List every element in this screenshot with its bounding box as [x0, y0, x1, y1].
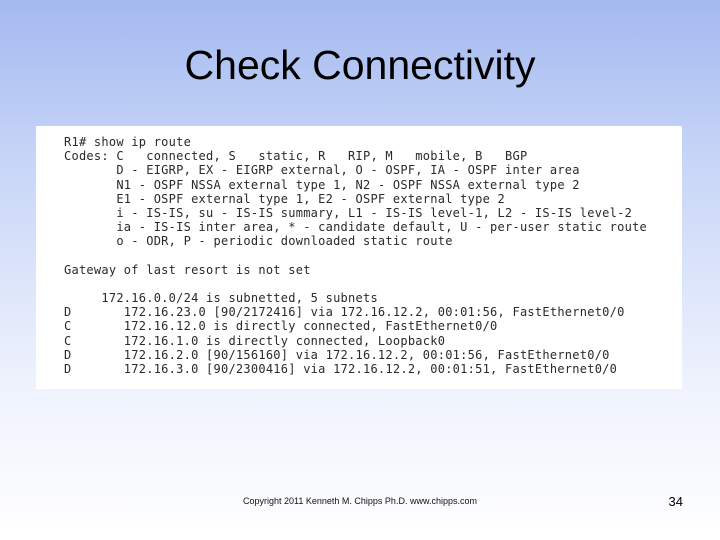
terminal-line: o - ODR, P - periodic downloaded static route — [64, 234, 453, 249]
terminal-line: C 172.16.1.0 is directly connected, Loopback0 — [64, 333, 446, 348]
terminal-line: E1 - OSPF external type 1, E2 - OSPF external type 2 — [64, 191, 506, 206]
terminal-line: Codes: C connected, S static, R RIP, M mobile, B BGP — [64, 149, 528, 164]
terminal-line: D - EIGRP, EX - EIGRP external, O - OSPF, IA - OSPF inter area — [64, 163, 580, 178]
page-number: 34 — [668, 494, 683, 509]
terminal-line: N1 - OSPF NSSA external type 1, N2 - OSPF NSSA external type 2 — [64, 177, 580, 192]
terminal-line — [64, 249, 647, 263]
terminal-line: D 172.16.23.0 [90/2172416] via 172.16.12.2, 00:01:56, FastEthernet0/0 — [64, 305, 625, 320]
copyright-footer: Copyright 2011 Kenneth M. Chipps Ph.D. www.chipps.com — [243, 496, 477, 506]
terminal-output — [36, 126, 682, 389]
terminal-line: i - IS-IS, su - IS-IS summary, L1 - IS-IS level-1, L2 - IS-IS level-2 — [64, 205, 633, 220]
terminal-line: C 172.16.12.0 is directly connected, FastEthernet0/0 — [64, 319, 498, 334]
terminal-line: ia - IS-IS inter area, * - candidate default, U - per-user static route — [64, 220, 648, 235]
terminal-lines — [64, 135, 647, 376]
terminal-line — [64, 277, 647, 291]
terminal-line: R1# show ip route — [64, 135, 192, 149]
terminal-line: Gateway of last resort is not set — [64, 262, 311, 277]
terminal-line: D 172.16.2.0 [90/156160] via 172.16.12.2, 00:01:56, FastEthernet0/0 — [64, 347, 610, 362]
terminal-line: D 172.16.3.0 [90/2300416] via 172.16.12.2, 00:01:51, FastEthernet0/0 — [64, 362, 618, 376]
terminal-line: 172.16.0.0/24 is subnetted, 5 subnets — [64, 291, 378, 306]
slide-title: Check Connectivity — [184, 42, 536, 88]
